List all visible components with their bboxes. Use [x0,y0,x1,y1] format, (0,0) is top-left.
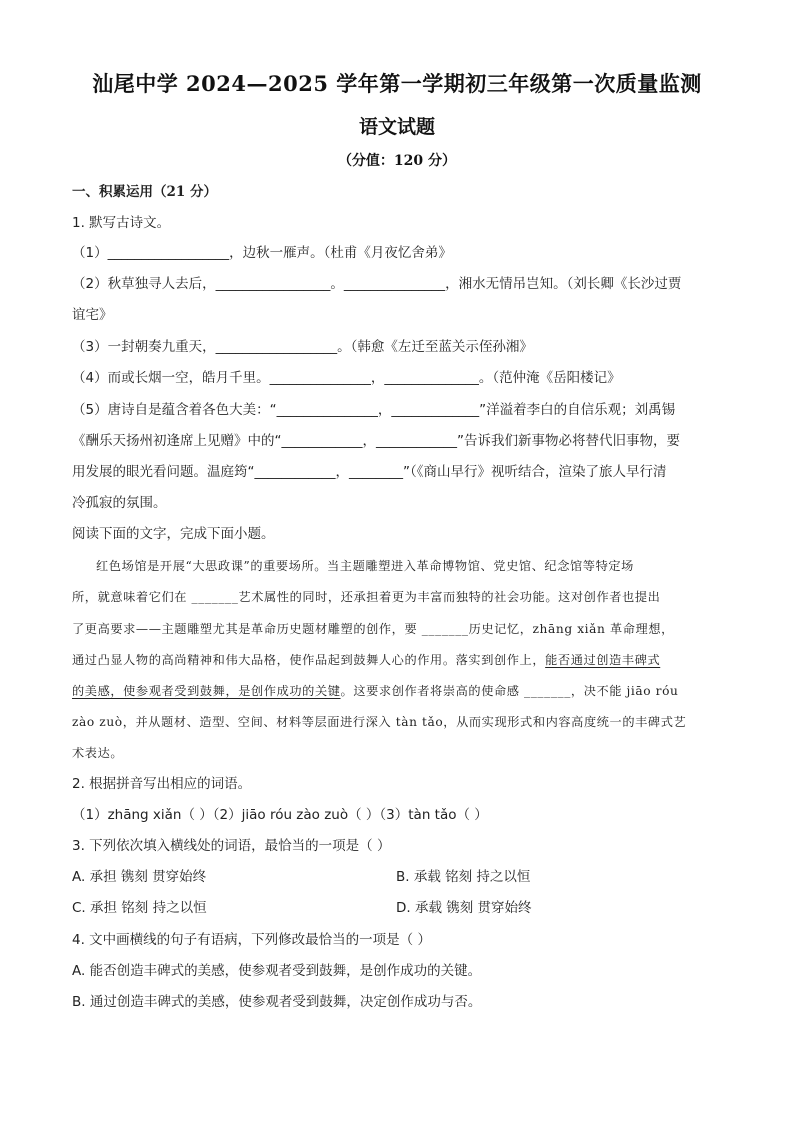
passage-line-6: zào zuò，并从题材、造型、空间、材料等层面进行深入 tàn tǎo，从而实现形式和内容高度统一的丰碑式艺 [72,715,687,729]
q2-stem: 2. 根据拼音写出相应的词语。 [72,776,252,792]
passage-line-1: 红色场馆是开展“大思政课”的重要场所。当主题雕塑进入革命博物馆、党史馆、纪念馆等特定场 [96,559,634,573]
q4-stem: 4. 文中画横线的句子有语病，下列修改最恰当的一项是（ ） [72,932,431,948]
passage-line-7: 术表达。 [72,746,124,760]
q4-option-b: B. 通过创造丰碑式的美感，使参观者受到鼓舞，决定创作成功与否。 [72,994,482,1010]
q1-item-5a: （5）唐诗自是蕴含着各色大美：“_______________，_____________”洋溢着李白的自信乐观；刘禹锡 [72,402,676,418]
q1-stem: 1. 默写古诗文。 [72,215,171,231]
exam-title: 汕尾中学 2024—2025 学年第一学期初三年级第一次质量监测 [92,71,702,96]
q3-option-a: A. 承担 镌刻 贯穿始终 [72,869,207,885]
passage-line-2: 所，就意味着它们在 _______艺术属性的同时，还承担着更为丰富而独特的社会功能。这对创作者也提出 [72,590,661,604]
q1-item-1: （1）__________________，边秋一雁声。（杜甫《月夜忆舍弟》 [72,245,452,261]
q3-option-b: B. 承载 铭刻 持之以恒 [396,869,531,885]
q1-item-5c: 用发展的眼光看问题。温庭筠“____________，________”（《商山早行》视听结合，渲染了旅人早行清 [72,464,667,480]
q1-item-2: （2）秋草独寻人去后，_________________。_______________，湘水无情吊岂知。（刘长卿《长沙过贾 [72,276,682,292]
q2-answers: （1）zhāng xiǎn（ ）（2）jiāo róu zào zuò（ ）（3）tàn tǎo（ ） [72,807,488,823]
q3-option-c: C. 承担 铭刻 持之以恒 [72,900,207,916]
passage-line-5 [72,681,724,701]
subject-title: 语文试题 [358,116,435,138]
q1-item-4: （4）而或长烟一空，皓月千里。_______________，______________。（范仲淹《岳阳楼记》 [72,370,621,386]
passage-line-4 [72,650,724,670]
q1-item-3: （3）一封朝奏九重天，__________________。（韩愈《左迁至蓝关示侄孙湘》 [72,339,533,355]
q3-option-d: D. 承载 镌刻 贯穿始终 [396,900,532,916]
q1-item-5b: 《酬乐天扬州初逢席上见赠》中的“____________，____________”告诉我们新事物必将替代旧事物，要 [72,433,680,449]
score-note: （分值：120 分） [337,153,457,169]
q4-option-a: A. 能否创造丰碑式的美感，使参观者受到鼓舞，是创作成功的关键。 [72,963,482,979]
passage-text: 。这要求创作者将崇高的使命感 _______，决不能 jiāo róu [340,684,679,698]
passage-line-3: 了更高要求——主题雕塑尤其是革命历史题材雕塑的创作，要 _______历史记忆，zhāng xiǎn 革命理想， [72,622,674,636]
section-heading: 一、积累运用（21 分） [72,184,217,200]
underlined-sentence: 能否通过创造丰碑式 [545,653,661,667]
passage-text: 通过凸显人物的高尚精神和伟大品格，使作品起到鼓舞人心的作用。落实到创作上， [72,653,546,667]
underlined-sentence: 的美感，使参观者受到鼓舞，是创作成功的关键 [72,684,341,698]
reading-intro: 阅读下面的文字，完成下面小题。 [72,526,275,542]
q3-stem: 3. 下列依次填入横线处的词语，最恰当的一项是（ ） [72,838,391,854]
q1-item-2-cont: 谊宅》 [72,307,113,323]
q1-item-5d: 冷孤寂的氛围。 [72,495,167,511]
